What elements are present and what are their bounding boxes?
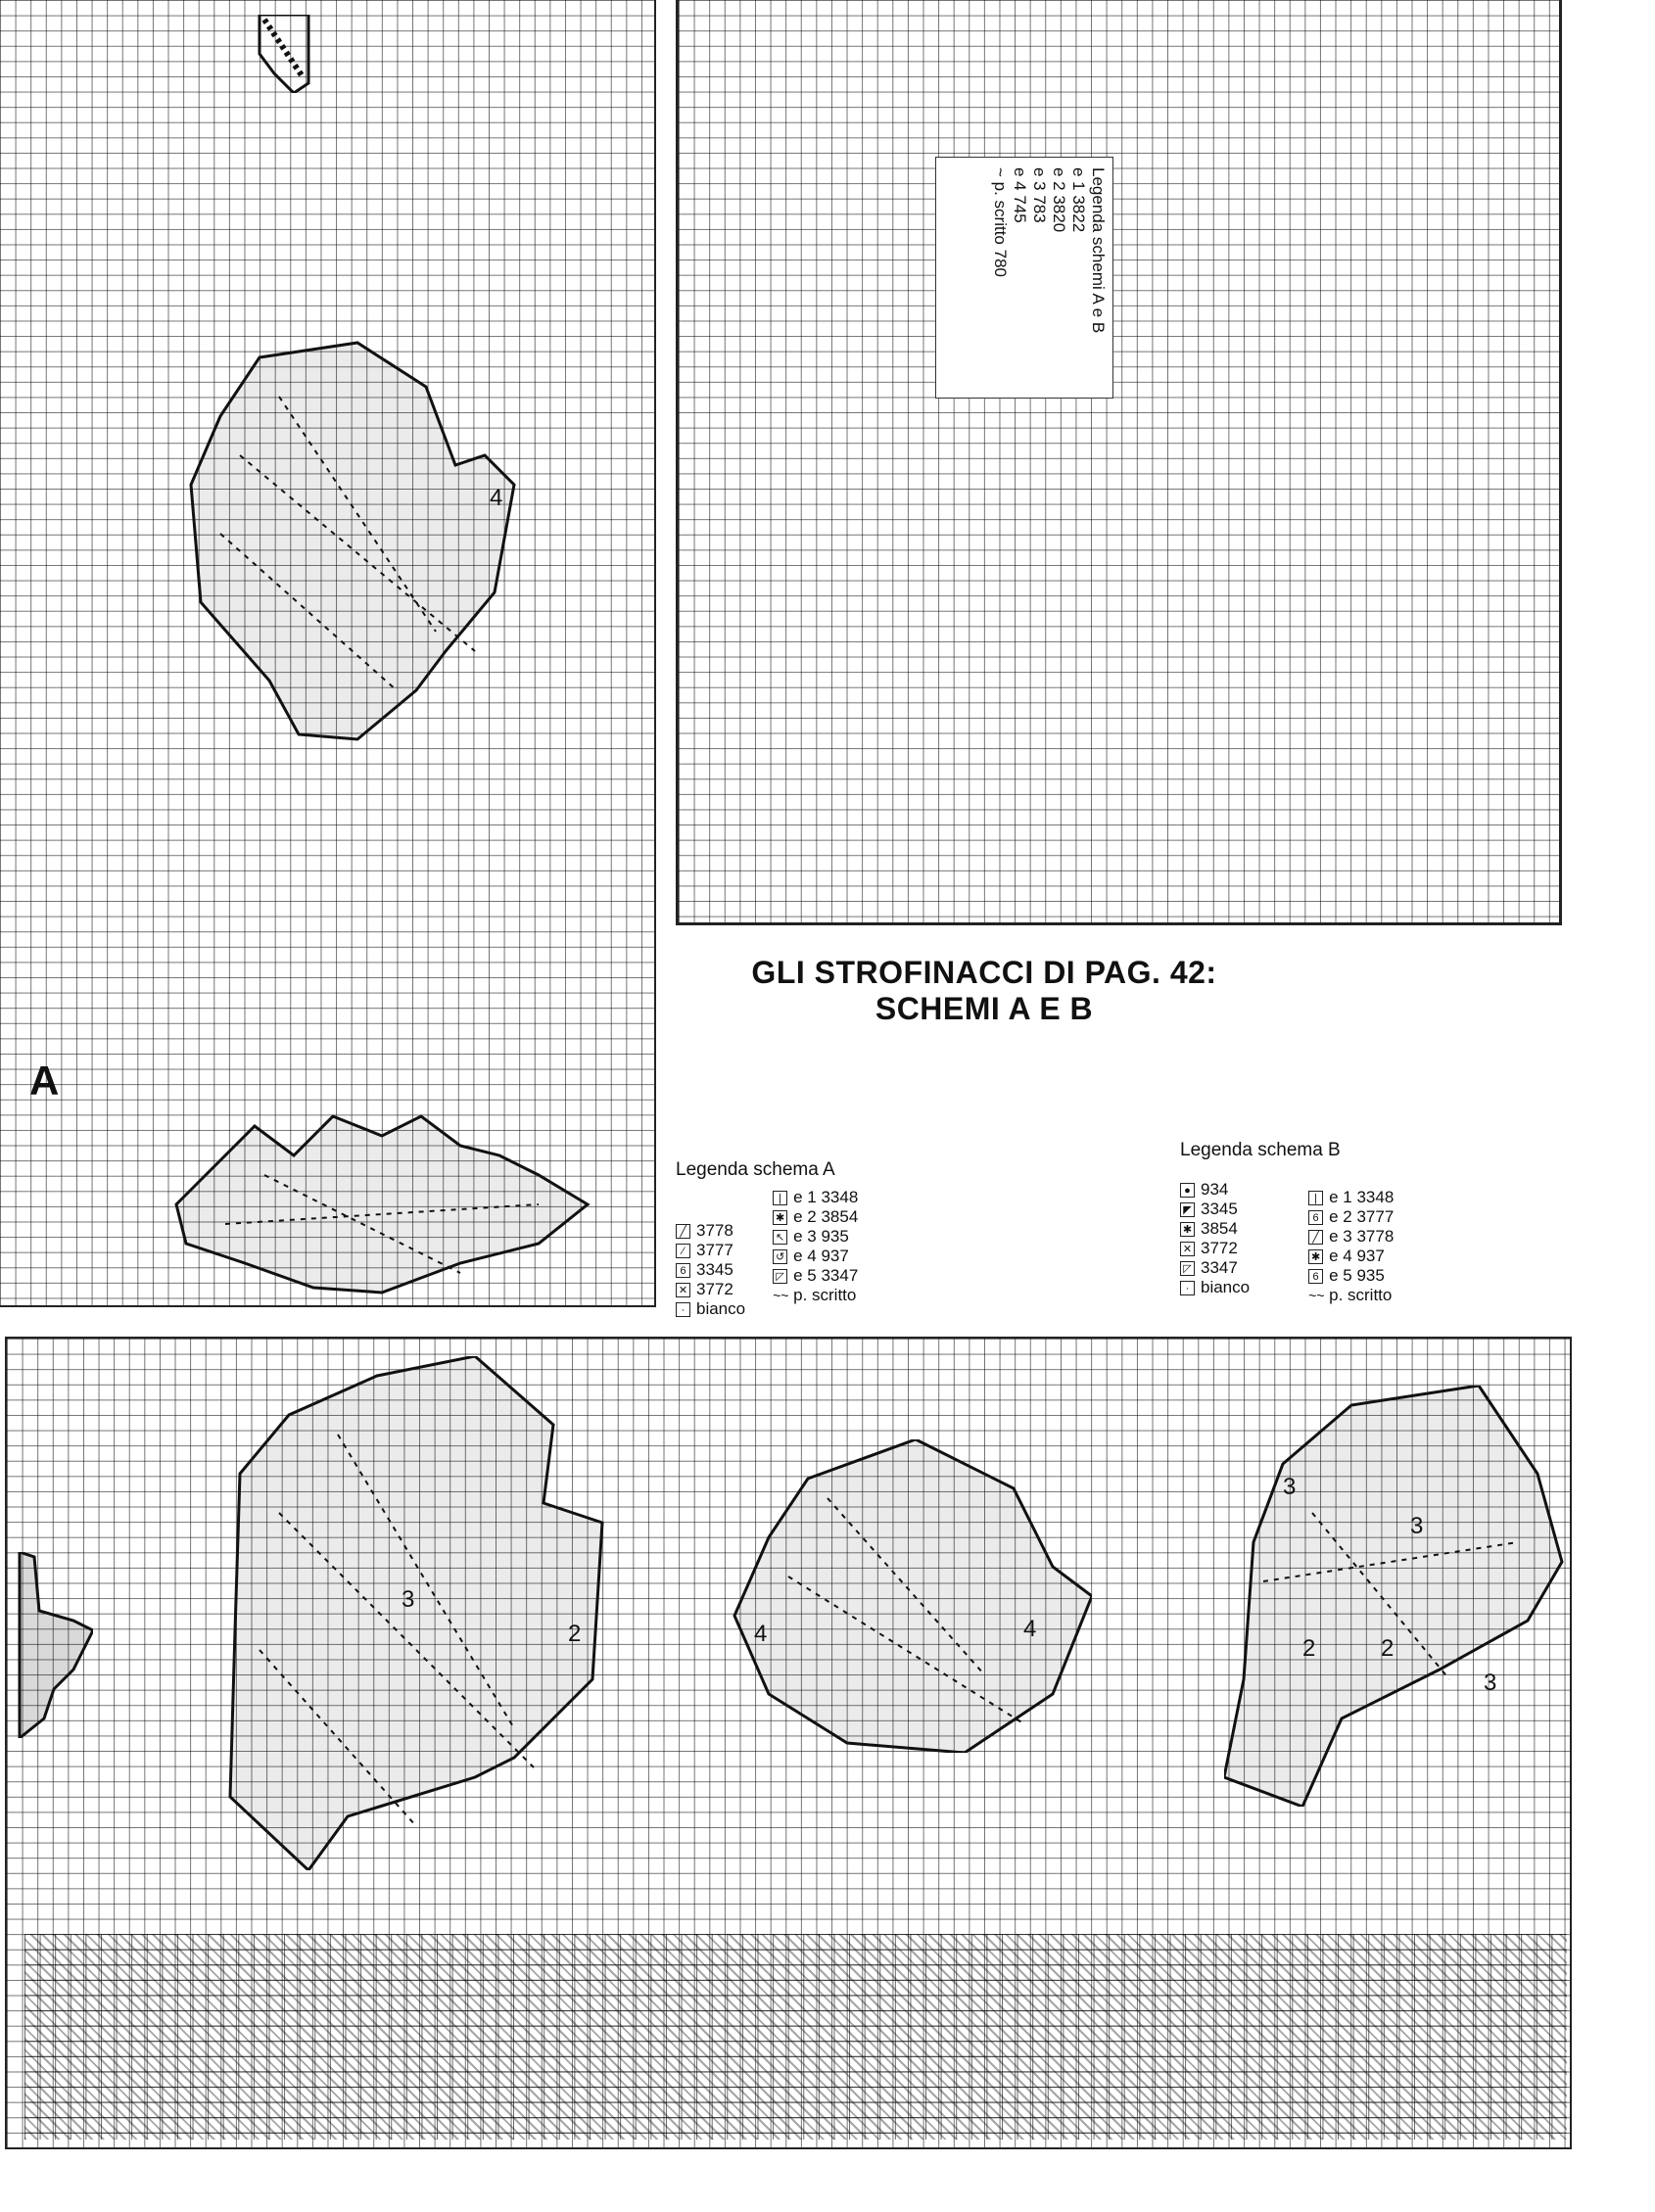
hatch-symbol-icon: ⁄ (676, 1244, 690, 1258)
motif-round-fruit-b (730, 1439, 1092, 1753)
star-symbol-icon: ✱ (1308, 1249, 1323, 1264)
legend-a-entry: e 1 3348 (793, 1188, 859, 1206)
motif-round-fruit-a (181, 338, 534, 749)
dot-symbol-icon: · (676, 1302, 690, 1317)
legend-a-entry: 3777 (696, 1241, 733, 1259)
legend-ab-heading: Legenda schemi A e B (1089, 167, 1108, 334)
legend-b-entry: p. scritto (1329, 1286, 1393, 1304)
legend-b-entry: e 3 3778 (1329, 1227, 1395, 1246)
bar-symbol-icon: | (773, 1191, 787, 1205)
legend-ab-row: e 1 3822 (1069, 167, 1088, 233)
border-pattern-band (24, 1934, 1567, 2140)
legend-a-entry: bianco (696, 1299, 746, 1318)
wavy-line-icon: ~~ (1308, 1288, 1325, 1303)
legend-schema-b (1180, 1141, 1394, 1305)
legend-a-col2 (773, 1188, 858, 1319)
bar-symbol-icon: | (1308, 1191, 1323, 1205)
legend-b-entry: e 1 3348 (1329, 1188, 1395, 1206)
star-symbol-icon: ✱ (1180, 1222, 1195, 1237)
legend-b-entry: e 2 3777 (1329, 1207, 1395, 1226)
motif-leaf-edge-left (15, 1552, 93, 1738)
chart-number-label: 4 (490, 485, 503, 511)
hook-symbol-icon: 6 (1308, 1269, 1323, 1284)
filled-triangle-symbol-icon: ◤ (1180, 1202, 1195, 1217)
motif-leaf-fragment-top (255, 15, 313, 93)
dot-symbol-icon: · (1180, 1281, 1195, 1295)
legend-b-col2 (1308, 1188, 1394, 1305)
title-line-1: GLI STROFINACCI DI PAG. 42: (751, 955, 1217, 990)
legend-a-entry: 3778 (696, 1221, 733, 1240)
legend-b-entry: 3345 (1201, 1200, 1238, 1218)
legend-a-entry: e 5 3347 (793, 1266, 859, 1285)
cross-symbol-icon: ✕ (1180, 1242, 1195, 1256)
legend-a-entry: 3772 (696, 1280, 733, 1298)
diagonal-symbol-icon: ╱ (1308, 1230, 1323, 1245)
chart-number-label: 3 (1410, 1513, 1424, 1539)
legend-a-entry: 3345 (696, 1260, 733, 1279)
hook-symbol-icon: 6 (1308, 1210, 1323, 1225)
legend-ab-row: ~ p. scritto 780 (991, 167, 1010, 277)
legend-b-heading: Legenda schema B (1180, 1140, 1341, 1160)
hook-symbol-icon: 6 (676, 1263, 690, 1278)
cross-symbol-icon: ✕ (676, 1283, 690, 1297)
legend-ab-row: e 4 745 (1011, 167, 1029, 223)
legend-b-entry: e 4 937 (1329, 1247, 1385, 1265)
arrow-symbol-icon: ↖ (773, 1230, 787, 1245)
chart-number-label: 4 (1023, 1616, 1037, 1642)
page-title (700, 955, 1268, 1027)
legend-ab-row: e 2 3820 (1050, 167, 1068, 233)
filled-dot-symbol-icon: ● (1180, 1183, 1195, 1198)
legend-b-entry: e 5 935 (1329, 1266, 1385, 1285)
legend-a-col1 (676, 1221, 745, 1319)
slash-box-symbol-icon: ◸ (773, 1269, 787, 1284)
slash-box-symbol-icon: ◸ (1180, 1261, 1195, 1276)
chart-number-label: 2 (1381, 1635, 1395, 1662)
legend-b-col1 (1180, 1180, 1250, 1305)
chart-number-label: 3 (1283, 1474, 1297, 1500)
legend-b-entry: 3772 (1201, 1239, 1238, 1257)
chart-number-label: 3 (402, 1586, 415, 1613)
legend-box-ab (935, 157, 1113, 399)
chart-number-label: 3 (1484, 1670, 1497, 1696)
legend-a-entry: e 2 3854 (793, 1207, 859, 1226)
legend-a-heading: Legenda schema A (676, 1159, 835, 1180)
legend-a-entry: p. scritto (793, 1286, 857, 1304)
chart-number-label: 4 (754, 1621, 768, 1647)
curl-symbol-icon: ↺ (773, 1249, 787, 1264)
section-letter: A (29, 1058, 60, 1104)
chart-number-label: 2 (1302, 1635, 1316, 1662)
chart-number-label: 2 (568, 1621, 582, 1647)
legend-schema-a (676, 1160, 858, 1319)
legend-ab-row: e 3 783 (1030, 167, 1049, 223)
title-line-2: SCHEMI A E B (875, 991, 1094, 1026)
chart-b-grid-top-right (676, 0, 1562, 925)
legend-a-entry: e 3 935 (793, 1227, 849, 1246)
wavy-line-icon: ~~ (773, 1288, 789, 1303)
motif-cluster-fruit-b (1224, 1386, 1567, 1807)
motif-leaf-row-a (166, 1097, 597, 1302)
star-symbol-icon: ✱ (773, 1210, 787, 1225)
legend-b-entry: 934 (1201, 1180, 1229, 1199)
legend-a-entry: e 4 937 (793, 1247, 849, 1265)
diagonal-symbol-icon: ╱ (676, 1224, 690, 1239)
legend-b-entry: 3347 (1201, 1258, 1238, 1277)
legend-box-ab-text (990, 167, 1108, 333)
legend-b-entry: bianco (1201, 1278, 1251, 1296)
legend-b-entry: 3854 (1201, 1219, 1238, 1238)
